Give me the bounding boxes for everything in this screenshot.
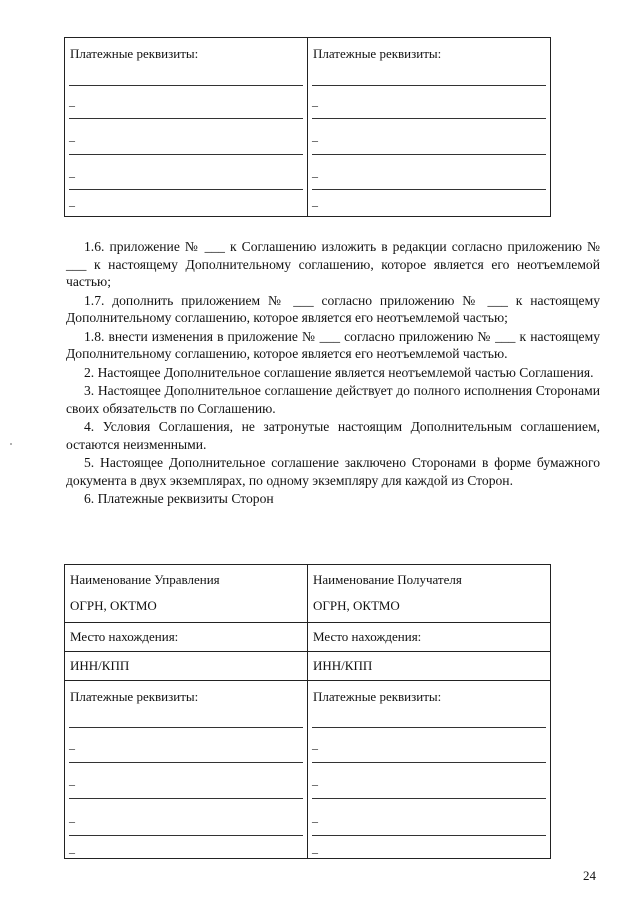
blank-line (312, 763, 546, 799)
paragraph-6: 6. Платежные реквизиты Сторон (84, 491, 274, 506)
blank-line (312, 155, 546, 190)
dash: – (312, 98, 318, 112)
dash: – (69, 777, 75, 791)
top-right-requisites-cell (308, 38, 551, 217)
paragraph-1-6: 1.6. приложение № ___ к Соглашению изложить в редакции согласно приложению № ___ к настоящему Дополнительному соглашению, которое является его неотъемлемой частью; (66, 239, 600, 289)
recipient-location-cell (308, 623, 551, 652)
management-ogrn: ОГРН, ОКТМО (70, 598, 157, 613)
recipient-requisites-cell (308, 681, 551, 859)
top-left-requisites-cell (65, 38, 308, 217)
management-inn: ИНН/КПП (70, 658, 130, 673)
recipient-requisites-label: Платежные реквизиты: (313, 689, 442, 704)
blank-line (312, 119, 546, 155)
management-location: Место нахождения: (70, 629, 179, 644)
blank-line (69, 155, 303, 190)
paragraph-3: 3. Настоящее Дополнительное соглашение действует до полного исполнения Сторонами своих обязательств по Соглашению. (66, 383, 600, 416)
blank-row (312, 836, 546, 858)
top-left-requisites-label: Платежные реквизиты: (70, 46, 199, 61)
management-requisites-cell (65, 681, 308, 859)
blank-line (69, 86, 303, 119)
dash: – (69, 845, 75, 859)
dash: – (312, 777, 318, 791)
dash: – (69, 169, 75, 183)
dash: – (69, 198, 75, 212)
blank-line (312, 728, 546, 763)
dash: – (69, 133, 75, 147)
blank-line (69, 728, 303, 763)
recipient-name-cell (308, 565, 551, 623)
scan-speck (10, 443, 12, 445)
dash: – (312, 845, 318, 859)
dash: – (312, 133, 318, 147)
dash: – (312, 741, 318, 755)
management-location-cell (65, 623, 308, 652)
blank-line (312, 705, 546, 728)
blank-line (69, 119, 303, 155)
paragraph-2: 2. Настоящее Дополнительное соглашение является неотъемлемой частью Соглашения. (84, 364, 594, 380)
management-inn-cell (65, 652, 308, 681)
paragraph-4: 4. Условия Соглашения, не затронутые настоящим Дополнительным соглашением, остаются неизменными. (66, 419, 600, 452)
recipient-ogrn: ОГРН, ОКТМО (313, 598, 400, 613)
dash: – (69, 814, 75, 828)
paragraph-1-7: 1.7. дополнить приложением № ___ согласно приложению № ___ к настоящему Дополнительному соглашению, которое является его неотъемлемой частью; (66, 292, 600, 325)
recipient-inn: ИНН/КПП (313, 658, 373, 673)
dash: – (312, 198, 318, 212)
management-name-cell (65, 565, 308, 623)
blank-line (312, 62, 546, 86)
dash: – (69, 741, 75, 755)
dash: – (312, 814, 318, 828)
blank-row (69, 836, 303, 858)
recipient-name: Наименование Получателя (313, 572, 462, 587)
top-right-requisites-label: Платежные реквизиты: (313, 46, 442, 61)
agreement-text (66, 238, 600, 508)
paragraph-1-8: 1.8. внести изменения в приложение № ___ согласно приложению № ___ к настоящему Дополнительному соглашению, которое является его неотъемлемой частью. (66, 328, 600, 361)
recipient-location: Место нахождения: (313, 629, 422, 644)
blank-line (312, 86, 546, 119)
paragraph-5: 5. Настоящее Дополнительное соглашение заключено Сторонами в форме бумажного документа в двух экземплярах, по одному экземпляру для каждой из Сторон. (66, 455, 600, 488)
recipient-inn-cell (308, 652, 551, 681)
parties-requisites-table (64, 564, 551, 859)
dash: – (312, 169, 318, 183)
blank-line (69, 763, 303, 799)
top-requisites-table (64, 37, 551, 217)
blank-line (69, 799, 303, 836)
blank-line (312, 799, 546, 836)
blank-line (69, 705, 303, 728)
blank-line (69, 62, 303, 86)
management-name: Наименование Управления (70, 572, 220, 587)
page-number: 24 (583, 868, 596, 883)
blank-row (312, 190, 546, 210)
dash: – (69, 98, 75, 112)
blank-row (69, 190, 303, 210)
management-requisites-label: Платежные реквизиты: (70, 689, 199, 704)
